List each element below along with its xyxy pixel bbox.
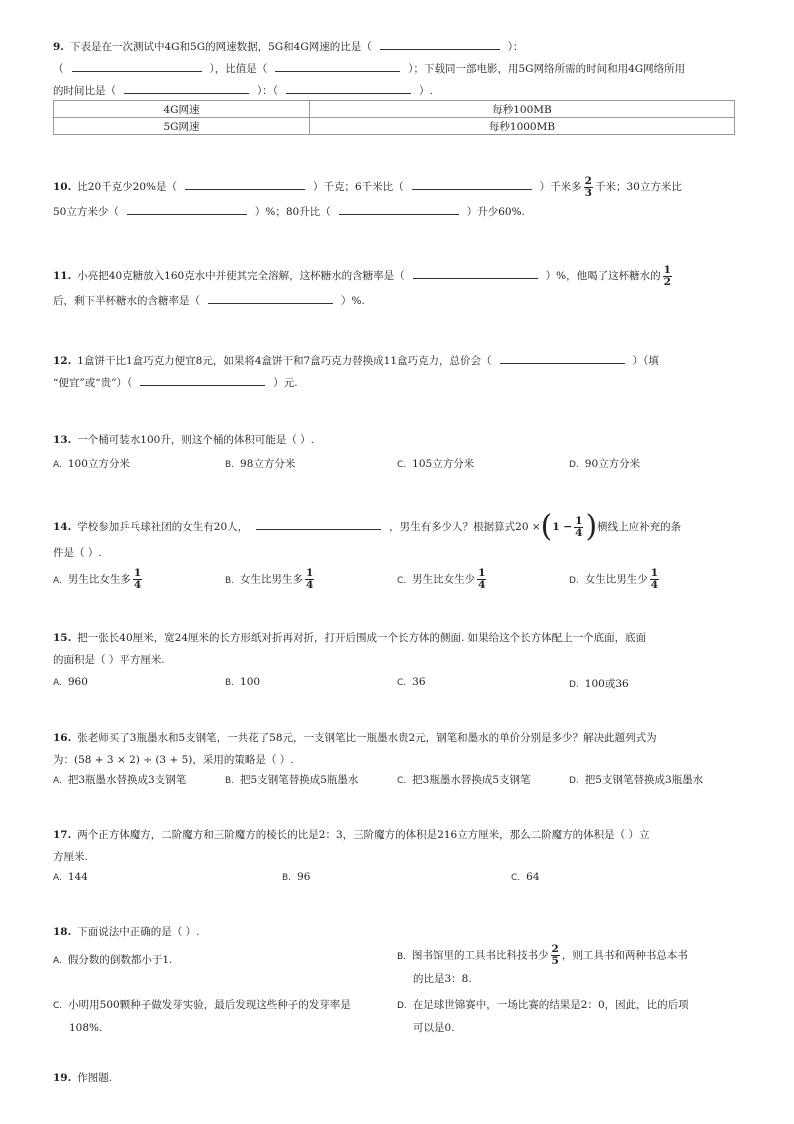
question-number: 15. xyxy=(53,632,72,644)
answer-blank[interactable] xyxy=(275,59,400,72)
table-row xyxy=(54,118,735,135)
option-c[interactable]: C. 105立方分米 xyxy=(397,458,475,470)
text: ）：（ xyxy=(257,85,278,97)
text: ）；下载同一部电影，用5G网络所需的时间和用4G网络所用 xyxy=(408,63,686,75)
question-number: 16. xyxy=(53,732,72,744)
option-c[interactable]: C. 把3瓶墨水替换成5支钢笔 xyxy=(397,774,531,786)
table-cell: 4G网速 xyxy=(54,101,310,118)
text: ）（填 xyxy=(632,355,659,367)
question-17 xyxy=(53,824,743,868)
question-13 xyxy=(53,429,743,451)
options-13 xyxy=(53,456,743,476)
option-a[interactable]: A. 男生比女生多 $\frac{1}{4}$ xyxy=(53,567,142,591)
question-number: 12. xyxy=(53,355,72,367)
answer-blank[interactable] xyxy=(286,81,411,94)
question-14 xyxy=(53,509,743,564)
paren-close: ) xyxy=(585,509,598,544)
text: ）. xyxy=(419,85,433,97)
question-stem: 下面说法中正确的是（ ）. xyxy=(77,926,200,938)
options-15 xyxy=(53,676,743,696)
question-18 xyxy=(53,921,743,943)
options-17 xyxy=(53,871,743,891)
option-b[interactable]: B. 把5支钢笔替换成5瓶墨水 xyxy=(225,774,359,786)
text: 张老师买了3瓶墨水和5支钢笔，一共花了58元，一支钢笔比一瓶墨水贵2元，钢笔和墨水的单价分别是多少？解决此题列式为 xyxy=(77,732,657,744)
text: “便宜”或“贵”）（ xyxy=(53,377,133,389)
text: 的面积是（ ）平方厘米. xyxy=(53,654,165,666)
question-number: 19. xyxy=(53,1072,72,1084)
text: 小亮把40克糖放入160克水中并使其完全溶解，这杯糖水的含糖率是（ xyxy=(77,270,405,282)
question-number: 11. xyxy=(53,270,72,282)
option-b[interactable]: B. 100 xyxy=(225,676,261,688)
option-a[interactable]: A. 假分数的倒数都小于1. xyxy=(53,954,173,966)
expression: 1 − xyxy=(552,521,573,533)
question-10 xyxy=(53,175,743,225)
text: 比20千克少20%是（ xyxy=(77,181,177,193)
option-d[interactable]: D. 女生比男生少 $\frac{1}{4}$ xyxy=(569,567,659,591)
fraction: $\frac{1}{4}$ xyxy=(575,514,583,539)
text: （ xyxy=(53,63,64,75)
answer-blank[interactable] xyxy=(412,177,532,190)
question-9 xyxy=(53,36,743,102)
option-b[interactable]: B. 女生比男生多 $\frac{1}{4}$ xyxy=(225,567,314,591)
option-c[interactable]: C. 小明用500颗种子做发芽实验，最后发现这些种子的发芽率是 108%. xyxy=(53,999,351,1034)
text: 为：(58 + 3 × 2) ÷ (3 + 5)，采用的策略是（ ）. xyxy=(53,754,294,766)
text: ）%，他喝了这杯糖水的 xyxy=(545,270,661,282)
text: 千米；30立方米比 xyxy=(594,181,682,193)
text: 方厘米. xyxy=(53,851,88,863)
question-number: 13. xyxy=(53,434,72,446)
option-a[interactable]: A. 960 xyxy=(53,676,88,688)
text: 横线上应补充的条 xyxy=(597,521,682,533)
option-c[interactable]: C. 36 xyxy=(397,676,426,688)
text: 件是（ ）. xyxy=(53,547,102,559)
answer-blank[interactable] xyxy=(72,59,202,72)
options-16 xyxy=(53,772,743,792)
text: ）升少60%. xyxy=(466,206,525,218)
option-c[interactable]: C. 64 xyxy=(511,871,540,883)
option-a[interactable]: A. 把3瓶墨水替换成3支钢笔 xyxy=(53,774,187,786)
question-19 xyxy=(53,1067,743,1089)
paren-open: ( xyxy=(540,509,553,544)
text: 50立方米少（ xyxy=(53,206,119,218)
table-cell: 每秒100MB xyxy=(310,101,735,118)
question-11 xyxy=(53,264,743,314)
question-15 xyxy=(53,627,743,671)
text: 的时间比是（ xyxy=(53,85,116,97)
question-stem: 作图题. xyxy=(77,1072,113,1084)
text: ）千克；6千米比（ xyxy=(312,181,404,193)
text: 把一张长40厘米，宽24厘米的长方形纸对折再对折，打开后围成一个长方体的侧面. 如果给这个长方体配上一个底面，底面 xyxy=(77,632,647,644)
answer-blank[interactable] xyxy=(339,202,459,215)
answer-blank[interactable] xyxy=(500,351,625,364)
question-number: 9. xyxy=(53,41,64,53)
text: 1盒饼干比1盒巧克力便宜8元，如果将4盒饼干和7盒巧克力替换成11盒巧克力，总价会（ xyxy=(77,355,492,367)
text: 后，剩下半杯糖水的含糖率是（ xyxy=(53,295,200,307)
option-d[interactable]: D. 90立方分米 xyxy=(569,458,641,470)
option-d[interactable]: D. 100或36 xyxy=(569,678,629,690)
option-b[interactable]: B. 96 xyxy=(282,871,311,883)
answer-blank[interactable] xyxy=(140,373,265,386)
answer-blank[interactable] xyxy=(127,202,247,215)
answer-blank[interactable] xyxy=(380,37,500,50)
text: ）千米多 xyxy=(539,181,582,193)
text: 两个正方体魔方，二阶魔方和三阶魔方的棱长的比是2：3，三阶魔方的体积是216立方厘米，那么二阶魔方的体积是（ ）立 xyxy=(77,829,650,841)
question-stem: 一个桶可装水100升，则这个桶的体积可能是（ ）. xyxy=(77,434,314,446)
option-a[interactable]: A. 144 xyxy=(53,871,88,883)
question-number: 18. xyxy=(53,926,72,938)
fraction: $\frac{2}{3}$ xyxy=(584,174,592,199)
question-16 xyxy=(53,727,743,771)
fraction: $\frac{1}{2}$ xyxy=(663,263,671,288)
text: ）元. xyxy=(273,377,298,389)
answer-blank[interactable] xyxy=(185,177,305,190)
option-c[interactable]: C. 男生比女生少 $\frac{1}{4}$ xyxy=(397,567,486,591)
option-d[interactable]: D. 把5支钢笔替换成3瓶墨水 xyxy=(569,774,704,786)
text: ，男生有多少人？根据算式20 × xyxy=(389,521,541,533)
answer-blank[interactable] xyxy=(208,291,333,304)
text: 下表是在一次测试中4G和5G的网速数据，5G和4G网速的比是（ xyxy=(69,41,372,53)
question-number: 17. xyxy=(53,829,72,841)
table-cell: 5G网速 xyxy=(54,118,310,135)
table-cell: 每秒1000MB xyxy=(310,118,735,135)
option-a[interactable]: A. 100立方分米 xyxy=(53,458,130,470)
text: ）： xyxy=(507,41,524,53)
question-number: 10. xyxy=(53,181,72,193)
options-14 xyxy=(53,568,743,598)
option-b[interactable]: B. 图书馆里的工具书比科技书少 $\frac{2}{5}$ ，则工具书和两种书总本书 的比是3：8. xyxy=(397,943,688,985)
network-speed-table xyxy=(53,100,735,135)
question-12 xyxy=(53,350,743,394)
table-row xyxy=(54,101,735,118)
text: 学校参加乒乓球社团的女生有20人， xyxy=(77,521,249,533)
answer-blank[interactable] xyxy=(413,266,538,279)
option-d[interactable]: D. 在足球世锦赛中，一场比赛的结果是2：0，因此，比的后项 可以是0. xyxy=(397,999,689,1034)
text: ），比值是（ xyxy=(209,63,268,75)
question-number: 14. xyxy=(53,521,72,533)
answer-blank[interactable] xyxy=(124,81,249,94)
option-b[interactable]: B. 98立方分米 xyxy=(225,458,296,470)
text: ）%. xyxy=(341,295,365,307)
answer-blank[interactable] xyxy=(256,517,381,530)
text: ）%；80升比（ xyxy=(254,206,331,218)
